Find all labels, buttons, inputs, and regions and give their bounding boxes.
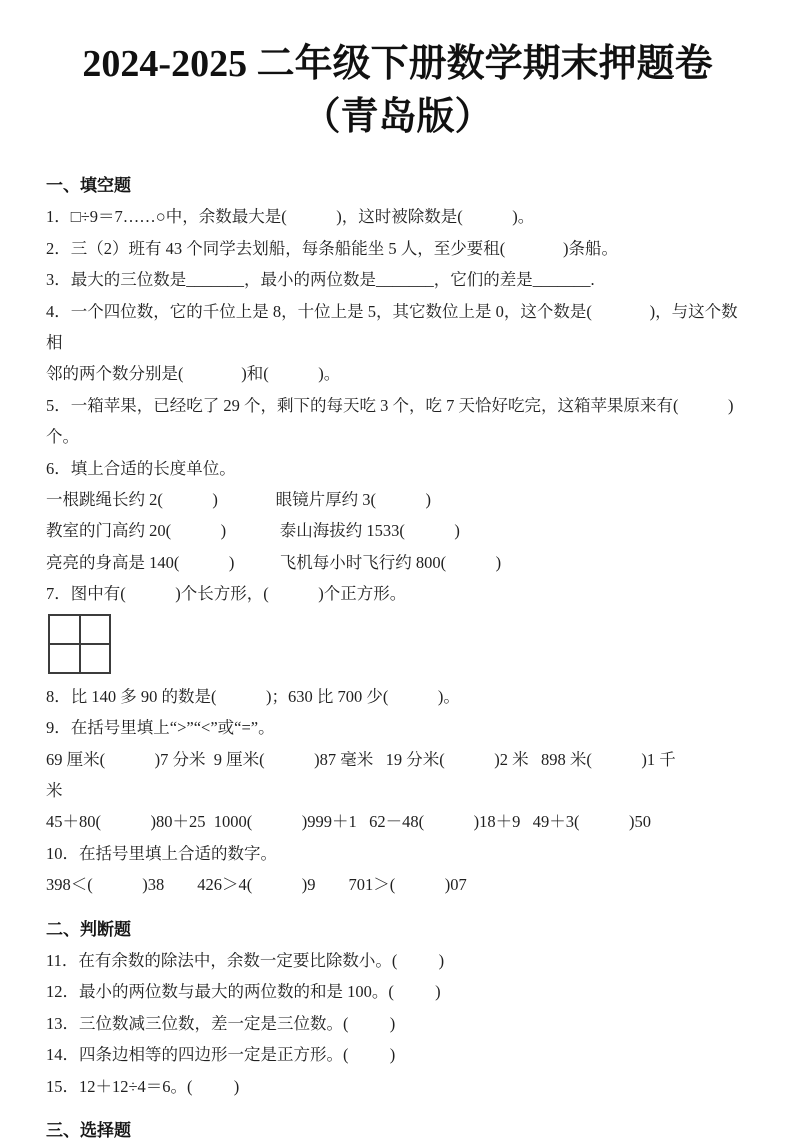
question-6-length-row3: 亮亮的身高是 140( ) 飞机每小时飞行约 800( ) [46, 552, 502, 572]
question-7-grid-figure [48, 614, 111, 674]
grid-cell-top-right [80, 615, 111, 644]
question-8: 8．比 140 多 90 的数是( )；630 比 700 少( )。 [46, 686, 460, 706]
question-9-compare-row2: 45＋80( )80＋25 1000( )999＋1 62－48( )18＋9 49＋3( )50 [46, 812, 651, 832]
question-6: 6．填上合适的长度单位。 [46, 458, 236, 478]
question-15: 15．12＋12÷4＝6。( ) [46, 1076, 240, 1096]
grid-cell-bottom-left [49, 644, 80, 673]
question-6-length-row2: 教室的门高约 20( ) 泰山海拔约 1533( ) [46, 521, 460, 541]
question-2: 2．三（2）班有 43 个同学去划船，每条船能坐 5 人，至少要租( )条船。 [46, 238, 618, 258]
question-9: 9．在括号里填上“>”“<”或“=”。 [46, 718, 275, 738]
question-9-compare-row1-wrap: 米 [46, 780, 63, 800]
question-4-line2: 邻的两个数分别是( )和( )。 [46, 364, 341, 384]
question-13: 13．三位数减三位数，差一定是三位数。( ) [46, 1013, 396, 1033]
question-5: 5．一箱苹果，已经吃了 29 个，剩下的每天吃 3 个，吃 7 天恰好吃完，这箱苹果原来有( )个。 [46, 395, 734, 447]
question-9-compare-row1: 69 厘米( )7 分米 9 厘米( )87 毫米 19 分米( )2 米 898 米( )1 千 [46, 749, 676, 769]
question-4-line1: 4．一个四位数，它的千位上是 8，十位上是 5，其它数位上是 0，这个数是( )，与这个数相 [46, 301, 738, 353]
question-12: 12．最小的两位数与最大的两位数的和是 100。( ) [46, 982, 441, 1002]
grid-cell-top-left [49, 615, 80, 644]
section-heading-true-false: 二、判断题 [46, 919, 131, 939]
question-6-length-row1: 一根跳绳长约 2( ) 眼镜片厚约 3( ) [46, 490, 431, 510]
question-10-digits-row: 398＜( )38 426＞4( )9 701＞( )07 [46, 875, 467, 895]
question-3: 3．最大的三位数是_______，最小的两位数是_______，它们的差是_______. [46, 270, 595, 290]
paper-title [46, 38, 749, 144]
question-14: 14．四条边相等的四边形一定是正方形。( ) [46, 1045, 396, 1065]
question-10: 10．在括号里填上合适的数字。 [46, 843, 277, 863]
question-11: 11．在有余数的除法中，余数一定要比除数小。( ) [46, 950, 445, 970]
question-7: 7．图中有( )个长方形，( )个正方形。 [46, 584, 407, 604]
grid-cell-bottom-right [80, 644, 111, 673]
paper-title-line1: 2024-2025 二年级下册数学期末押题卷 [82, 43, 713, 85]
paper-title-line2: （青岛版） [302, 96, 493, 138]
question-1: 1．□÷9＝7……○中，余数最大是( )，这时被除数是( )。 [46, 207, 535, 227]
section-heading-multiple-choice: 三、选择题 [46, 1120, 131, 1140]
section-heading-fill-in: 一、填空题 [46, 176, 131, 195]
